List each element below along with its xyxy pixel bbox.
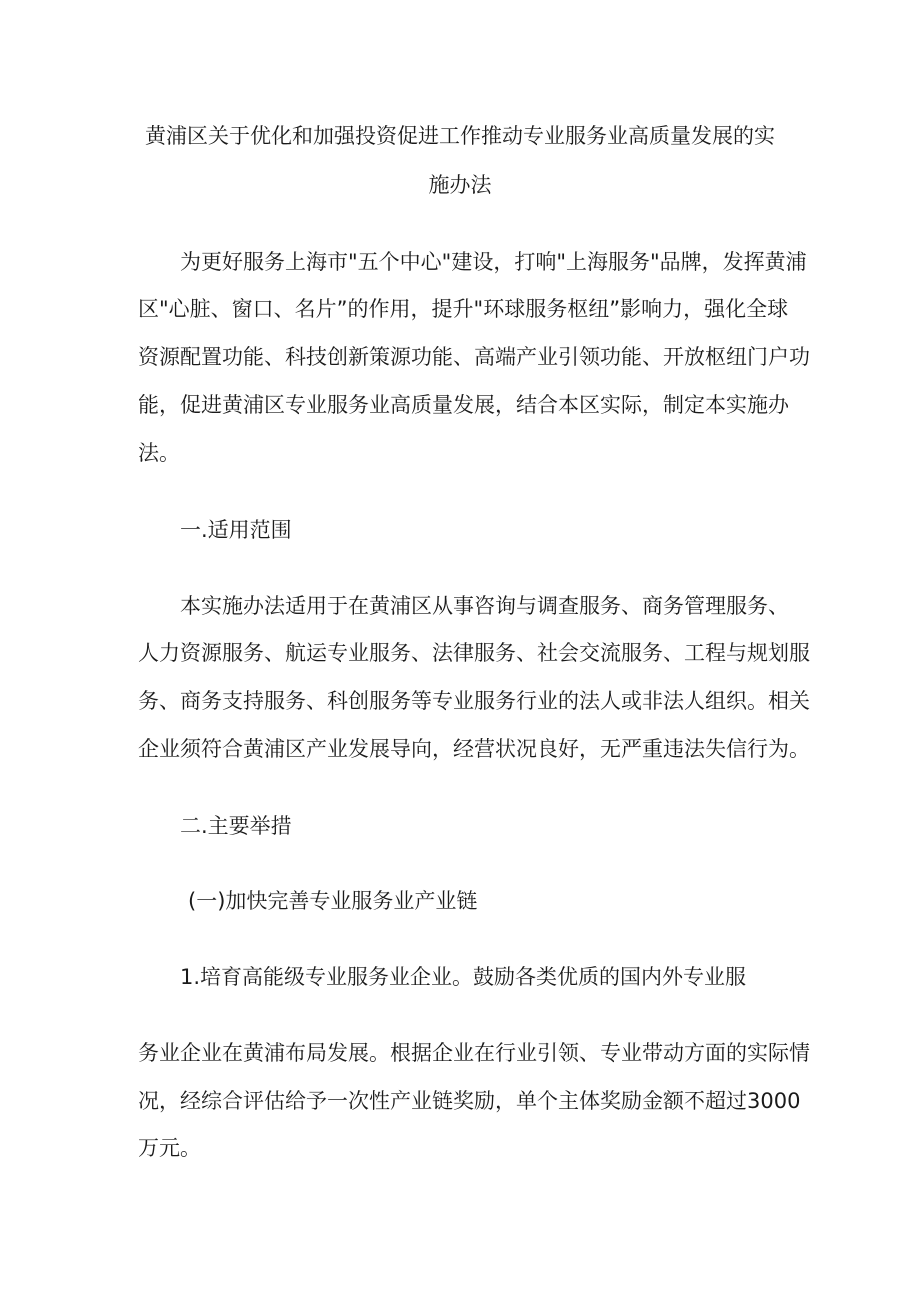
section-2-subheading: (一)加快完善专业服务业产业链 — [188, 889, 478, 913]
document-title-line-2: 施办法 — [428, 173, 492, 197]
intro-line-3: 资源配置功能、科技创新策源功能、高端产业引领功能、开放枢纽门户功 — [138, 345, 810, 369]
section-1-line-4: 企业须符合黄浦区产业发展导向，经营状况良好，无严重违法失信行为。 — [138, 737, 810, 761]
intro-line-4: 能，促进黄浦区专业服务业高质量发展，结合本区实际，制定本实施办 — [138, 393, 789, 417]
item-1-line-3: 况，经综合评估给予一次性产业链奖励，单个主体奖励金额不超过3000 — [138, 1089, 801, 1113]
section-1-line-3: 务、商务支持服务、科创服务等专业服务行业的法人或非法人组织。相关 — [138, 689, 810, 713]
intro-line-5: 法。 — [138, 441, 180, 465]
intro-line-1: 为更好服务上海市"五个中心"建设，打响"上海服务"品牌，发挥黄浦 — [180, 250, 807, 274]
section-1-line-2: 人力资源服务、航运专业服务、法律服务、社会交流服务、工程与规划服 — [138, 641, 810, 665]
section-2-heading: 二.主要举措 — [180, 814, 292, 838]
document-title-line-1: 黄浦区关于优化和加强投资促进工作推动专业服务业高质量发展的实 — [145, 124, 775, 148]
item-1-line-4: 万元。 — [138, 1136, 201, 1160]
section-1-line-1: 本实施办法适用于在黄浦区从事咨询与调查服务、商务管理服务、 — [180, 594, 789, 618]
section-1-heading: 一.适用范围 — [180, 518, 292, 542]
item-1-line-2: 务业企业在黄浦布局发展。根据企业在行业引领、专业带动方面的实际情 — [138, 1041, 810, 1065]
intro-line-2: 区"心脏、窗口、名片”的作用，提升"环球服务枢纽”影响力，强化全球 — [138, 297, 789, 321]
item-1-first-line: 1.培育高能级专业服务业企业。鼓励各类优质的国内外专业服 — [180, 965, 747, 989]
